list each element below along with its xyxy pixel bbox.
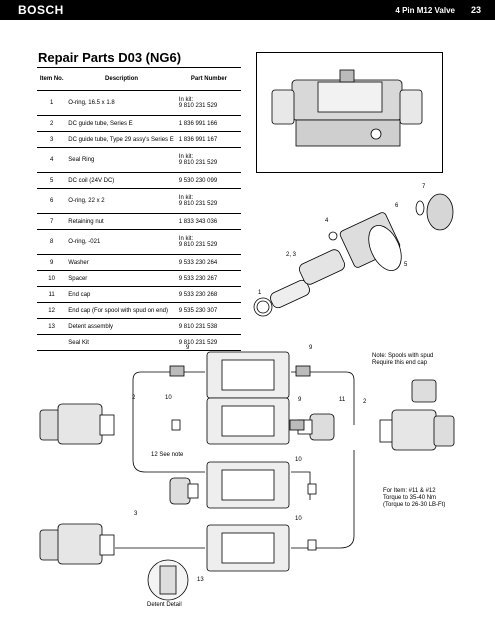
callout-9-b: 9 — [309, 345, 313, 351]
part-number-line-1: In kit: — [178, 154, 194, 160]
callout-7: 7 — [422, 184, 426, 190]
callout-1: 1 — [258, 290, 262, 296]
header-description: Description — [66, 68, 177, 91]
spacer-10-a — [172, 420, 180, 430]
part-number-line-1: 9 535 230 307 — [178, 307, 218, 314]
part-number-line-1: 9 533 230 264 — [178, 259, 218, 266]
spacer-10-c — [308, 540, 316, 550]
item-number-cell: 3 — [37, 132, 66, 148]
washer-9-b — [296, 366, 310, 376]
part-number-line-1: 9 810 231 538 — [178, 323, 218, 330]
end-cap-12 — [170, 478, 198, 504]
item-number-cell: 11 — [37, 287, 66, 303]
callout-4: 4 — [325, 218, 329, 224]
spud-note-line-2: Require this end cap — [372, 360, 428, 366]
document-title: 4 Pin M12 Valve — [395, 5, 455, 15]
description-cell: End cap — [66, 287, 177, 303]
item-number-cell: 7 — [37, 214, 66, 230]
item-number-cell: 9 — [37, 255, 66, 271]
description-cell: DC coil (24V DC) — [66, 173, 177, 189]
spud-note-line-1: Note: Spools with spud — [372, 353, 434, 359]
washer-9-c — [290, 420, 304, 430]
description-cell: Retaining nut — [66, 214, 177, 230]
torque-note-line-3: (Torque to 26-30 LB-Ft) — [383, 502, 446, 508]
callout-2-b: 2 — [363, 399, 367, 405]
description-cell: O-ring, -021 — [66, 230, 177, 255]
description-cell: DC guide tube, Type 29 assy's Series E — [66, 132, 177, 148]
torque-note — [383, 488, 445, 509]
part-number-line-1: In kit: — [178, 195, 194, 201]
callout-5: 5 — [404, 262, 408, 268]
part-number-line-1: 9 533 230 267 — [178, 275, 218, 282]
item-number-cell: 10 — [37, 271, 66, 287]
detent-detail-label: Detent Detail — [147, 602, 182, 608]
header-item-no: Item No. — [37, 68, 66, 91]
callout-9-a: 9 — [186, 345, 190, 351]
description-cell: Seal Kit — [66, 335, 177, 351]
part-number-line-2: 9 810 231 529 — [178, 103, 218, 109]
spacer-10-b — [308, 484, 316, 494]
callout-6: 6 — [395, 203, 399, 209]
part-number-line-1: In kit: — [178, 97, 194, 103]
item-number-cell: 12 — [37, 303, 66, 319]
right-coil — [380, 410, 454, 450]
part-number-line-1: 9 530 230 099 — [178, 177, 218, 184]
spool-body-2 — [207, 398, 289, 444]
callout-10-b: 10 — [295, 457, 302, 463]
callout-10-a: 10 — [165, 395, 172, 401]
part-number-line-1: 9 810 231 529 — [178, 339, 218, 346]
left-coil-upper — [40, 404, 114, 444]
valve-illustration — [272, 70, 422, 146]
description-cell: End cap (For spool with spud on end) — [66, 303, 177, 319]
item-number-cell: 5 — [37, 173, 66, 189]
spool-body-4 — [207, 525, 289, 571]
item-number-cell: 8 — [37, 230, 66, 255]
torque-note-line-1: For Item: #11 & #12 — [383, 488, 436, 494]
part-number-line-1: In kit: — [178, 236, 194, 242]
spool-body-3 — [207, 462, 289, 508]
detent-detail — [148, 560, 188, 600]
item-number-cell: 13 — [37, 319, 66, 335]
description-cell: Seal Ring — [66, 148, 177, 173]
description-cell: O-ring, 16.5 x 1.8 — [66, 91, 177, 116]
item-number-cell: 1 — [37, 91, 66, 116]
coil-assembly — [254, 194, 453, 316]
description-cell: Washer — [66, 255, 177, 271]
spool-body-1 — [207, 352, 289, 398]
callout-11: 11 — [339, 397, 346, 403]
part-number-line-2: 9 810 231 529 — [178, 242, 218, 248]
part-number-line-1: 1 833 343 036 — [178, 218, 218, 225]
part-number-line-1: 9 533 230 268 — [178, 291, 218, 298]
brand-logo: BOSCH — [18, 3, 64, 17]
description-cell: O-ring, 22 x 2 — [66, 189, 177, 214]
callout-9-c: 9 — [298, 397, 302, 403]
description-cell: Detent assembly — [66, 319, 177, 335]
callout-2-a: 2 — [132, 395, 136, 401]
part-number-line-2: 9 810 231 529 — [178, 201, 218, 207]
callout-13: 13 — [197, 577, 204, 583]
item-number-cell: 2 — [37, 116, 66, 132]
header-part-number: Part Number — [177, 68, 241, 91]
part-number-line-1: 1 836 991 166 — [178, 120, 218, 127]
item-number-cell: 6 — [37, 189, 66, 214]
description-cell: DC guide tube, Series E — [66, 116, 177, 132]
callout-10-c: 10 — [295, 516, 302, 522]
torque-note-line-2: Torque to 35-40 Nm — [383, 495, 437, 501]
page-title: Repair Parts D03 (NG6) — [38, 50, 182, 65]
description-cell: Spacer — [66, 271, 177, 287]
item-number-cell: 4 — [37, 148, 66, 173]
callout-12: 12 See note — [151, 452, 184, 458]
part-number-line-2: 9 810 231 529 — [178, 160, 218, 166]
callout-2-3: 2, 3 — [286, 252, 297, 258]
callout-3: 3 — [134, 511, 138, 517]
washer-9-a — [170, 366, 184, 376]
part-number-line-1: 1 836 991 167 — [178, 136, 218, 143]
page-number: 23 — [470, 5, 481, 15]
spud-end-cap-illustration — [412, 380, 436, 402]
spud-note — [372, 353, 433, 367]
left-coil-lower — [40, 524, 114, 564]
